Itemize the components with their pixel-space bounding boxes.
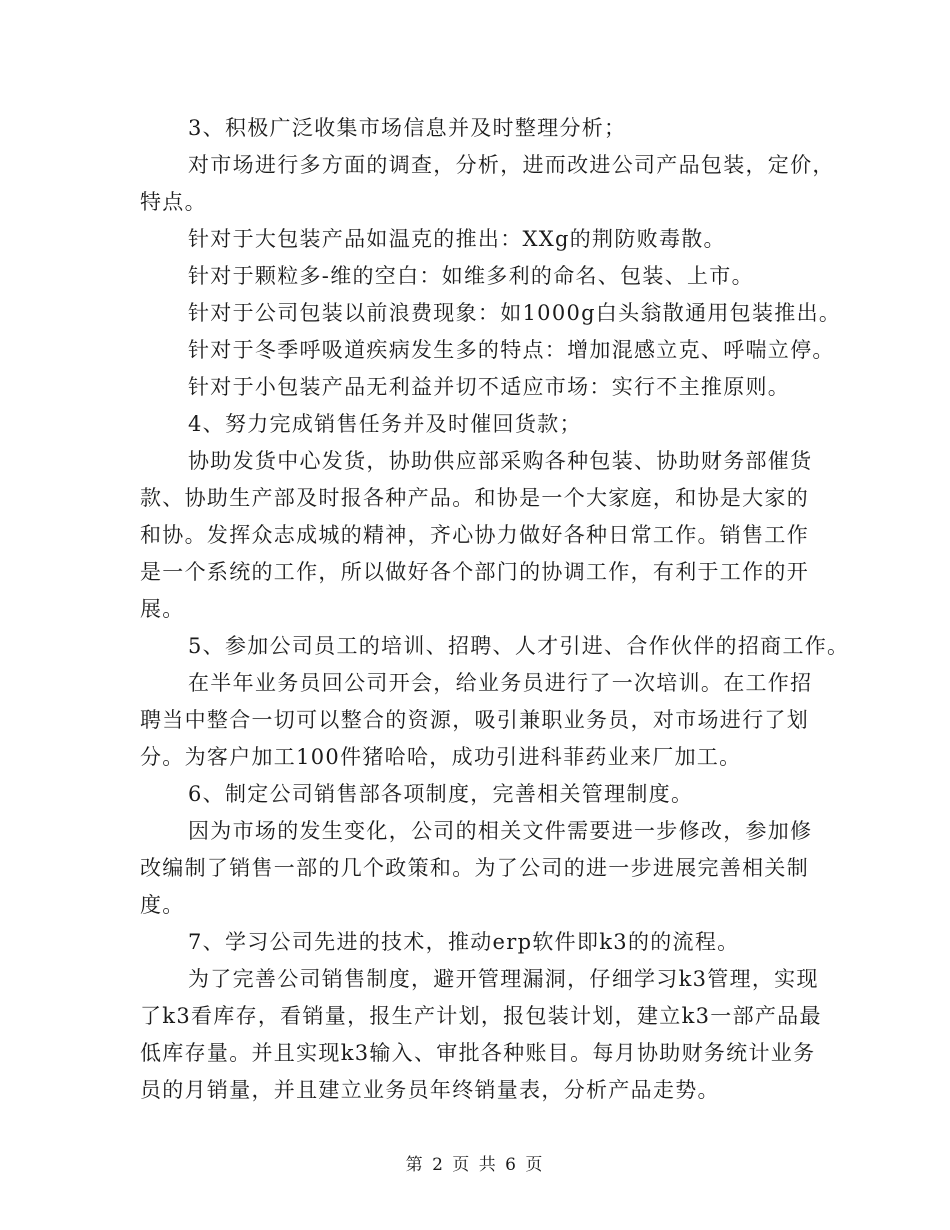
paragraph-line: 款、协助生产部及时报各种产品。和协是一个大家庭，和协是大家的 [140,486,809,510]
paragraph-line: 低库存量。并且实现k3输入、审批各种账目。每月协助财务统计业务 [140,1041,816,1065]
paragraph-line: 和协。发挥众志成城的精神，齐心协力做好各种日常工作。销售工作 [140,523,809,547]
paragraph-line: 分。为客户加工100件猪哈哈，成功引进科菲药业来厂加工。 [140,745,742,769]
paragraph-line: 度。 [140,893,185,917]
section-heading-7: 7、学习公司先进的技术，推动erp软件即k3的的流程。 [188,930,740,954]
paragraph-line: 针对于公司包装以前浪费现象：如1000g白头翁散通用包装推出。 [188,301,842,325]
section-heading-4: 4、努力完成销售任务并及时催回货款； [188,412,582,436]
paragraph-line: 对市场进行多方面的调查，分析，进而改进公司产品包装，定价， [188,153,835,177]
paragraph-line: 在半年业务员回公司开会，给业务员进行了一次培训。在工作招 [188,671,813,695]
section-heading-3: 3、积极广泛收集市场信息并及时整理分析； [188,116,627,140]
paragraph-line: 改编制了销售一部的几个政策和。为了公司的进一步进展完善相关制 [140,856,809,880]
paragraph-line: 因为市场的发生变化，公司的相关文件需要进一步修改，参加修 [188,819,813,843]
section-heading-5: 5、参加公司员工的培训、招聘、人才引进、合作伙伴的招商工作。 [188,634,850,658]
section-heading-6: 6、制定公司销售部各项制度，完善相关管理制度。 [188,782,694,806]
paragraph-line: 员的月销量，并且建立业务员年终销量表，分析产品走势。 [140,1078,720,1102]
paragraph-line: 特点。 [140,190,207,214]
paragraph-line: 了k3看库存，看销量，报生产计划，报包装计划，建立k3一部产品最 [140,1004,822,1028]
paragraph-line: 聘当中整合一切可以整合的资源，吸引兼职业务员，对市场进行了划 [140,708,809,732]
paragraph-line: 是一个系统的工作，所以做好各个部门的协调工作，有利于工作的开 [140,560,809,584]
page-number-footer: 第 2 页 共 6 页 [405,1155,545,1175]
paragraph-line: 协助发货中心发货，协助供应部采购各种包装、协助财务部催货 [188,449,813,473]
paragraph-line: 展。 [140,597,185,621]
paragraph-line: 针对于大包装产品如温克的推出：XXg的荆防败毒散。 [188,227,726,251]
paragraph-line: 针对于颗粒多-维的空白：如维多利的命名、包装、上市。 [188,264,754,288]
paragraph-line: 针对于冬季呼吸道疾病发生多的特点：增加混感立克、呼喘立停。 [188,338,835,362]
paragraph-line: 为了完善公司销售制度，避开管理漏洞，仔细学习k3管理，实现 [188,967,819,991]
paragraph-line: 针对于小包装产品无利益并切不适应市场：实行不主推原则。 [188,375,791,399]
